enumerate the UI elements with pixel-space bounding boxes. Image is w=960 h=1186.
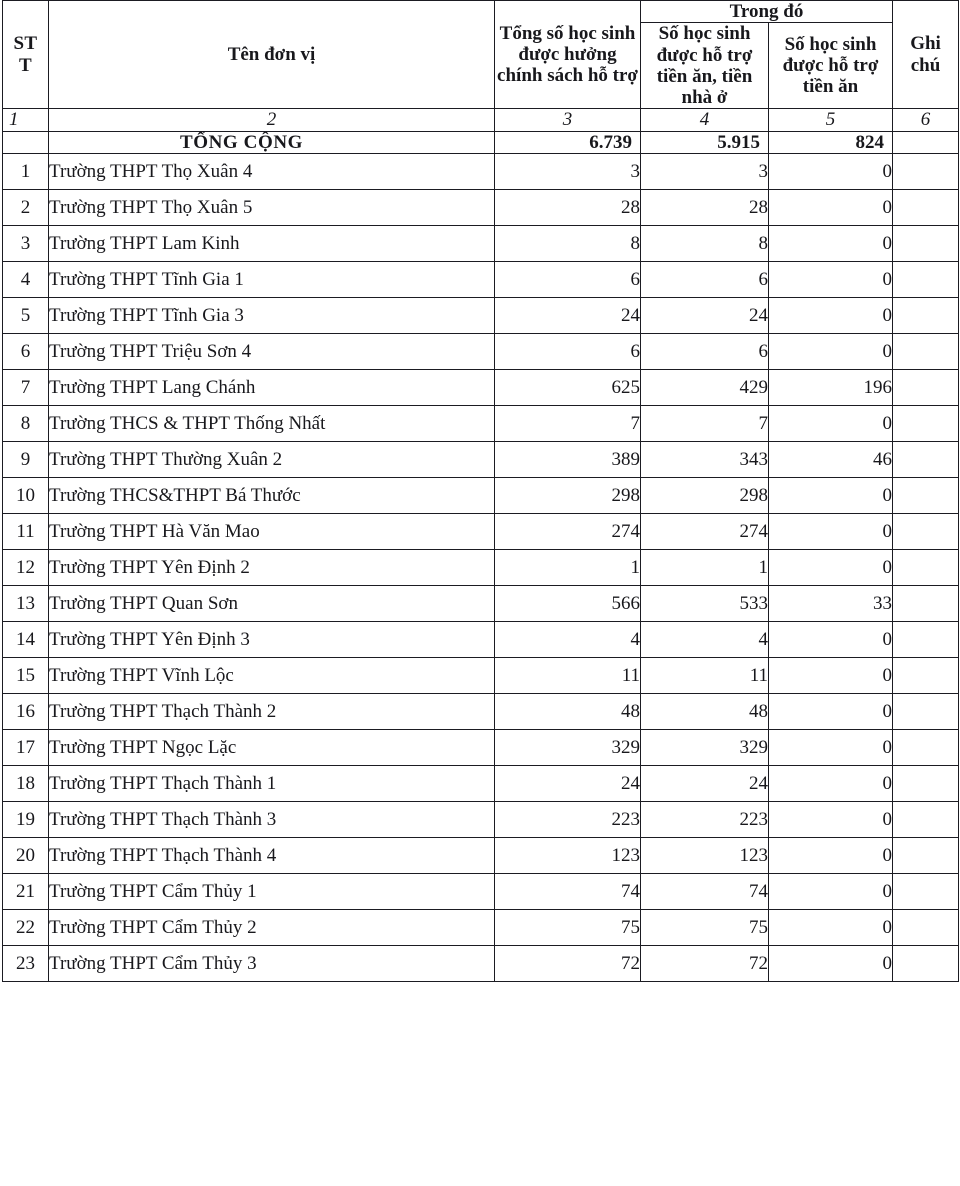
row-sub-a: 533	[641, 585, 769, 621]
row-stt: 2	[3, 189, 49, 225]
header-note-line2: chú	[910, 54, 941, 76]
row-name: Trường THPT Tĩnh Gia 3	[49, 297, 495, 333]
row-name: Trường THCS&THPT Bá Thước	[49, 477, 495, 513]
row-sub-a: 74	[641, 873, 769, 909]
colnum-3: 3	[495, 109, 641, 131]
row-name: Trường THPT Thạch Thành 1	[49, 765, 495, 801]
row-total: 75	[495, 909, 641, 945]
row-stt: 8	[3, 405, 49, 441]
row-total: 72	[495, 945, 641, 981]
table-row	[3, 621, 959, 657]
row-sub-b: 0	[769, 729, 893, 765]
row-total: 223	[495, 801, 641, 837]
row-total: 74	[495, 873, 641, 909]
row-total: 8	[495, 225, 641, 261]
header-note-line1: Ghi	[910, 33, 941, 55]
row-name: Trường THPT Vĩnh Lộc	[49, 657, 495, 693]
row-stt: 15	[3, 657, 49, 693]
header-row-top	[3, 1, 959, 23]
table-row	[3, 945, 959, 981]
support-students-table	[2, 0, 959, 982]
row-name: Trường THPT Lam Kinh	[49, 225, 495, 261]
row-note	[893, 693, 959, 729]
header-stt-line2: T	[18, 54, 33, 76]
row-sub-b: 0	[769, 333, 893, 369]
row-note	[893, 909, 959, 945]
row-note	[893, 333, 959, 369]
table-row	[3, 441, 959, 477]
row-name: Trường THPT Triệu Sơn 4	[49, 333, 495, 369]
row-sub-a: 329	[641, 729, 769, 765]
row-stt: 16	[3, 693, 49, 729]
table-row	[3, 333, 959, 369]
row-sub-b: 0	[769, 873, 893, 909]
row-note	[893, 549, 959, 585]
row-stt: 22	[3, 909, 49, 945]
table-row	[3, 153, 959, 189]
row-name: Trường THPT Ngọc Lặc	[49, 729, 495, 765]
row-sub-b: 0	[769, 405, 893, 441]
row-note	[893, 621, 959, 657]
total-row-stt	[3, 131, 49, 153]
table-row	[3, 225, 959, 261]
header-group-of-which: Trong đó	[641, 1, 893, 23]
row-stt: 20	[3, 837, 49, 873]
row-sub-b: 0	[769, 621, 893, 657]
row-note	[893, 369, 959, 405]
row-name: Trường THCS & THPT Thống Nhất	[49, 405, 495, 441]
row-total: 566	[495, 585, 641, 621]
row-stt: 23	[3, 945, 49, 981]
row-total: 3	[495, 153, 641, 189]
row-total: 7	[495, 405, 641, 441]
row-name: Trường THPT Thạch Thành 4	[49, 837, 495, 873]
row-note	[893, 765, 959, 801]
row-stt: 9	[3, 441, 49, 477]
row-sub-a: 1	[641, 549, 769, 585]
header-note	[893, 1, 959, 109]
row-name: Trường THPT Thọ Xuân 5	[49, 189, 495, 225]
row-note	[893, 477, 959, 513]
row-stt: 10	[3, 477, 49, 513]
row-sub-a: 72	[641, 945, 769, 981]
table-row	[3, 729, 959, 765]
header-sub-meal-housing: Số học sinh được hỗ trợ tiền ăn, tiền nhà ở	[641, 23, 769, 109]
row-note	[893, 405, 959, 441]
row-note	[893, 297, 959, 333]
table-row	[3, 549, 959, 585]
row-sub-b: 0	[769, 477, 893, 513]
row-total: 11	[495, 657, 641, 693]
table-row	[3, 261, 959, 297]
row-stt: 14	[3, 621, 49, 657]
colnum-6: 6	[893, 109, 959, 131]
row-stt: 5	[3, 297, 49, 333]
colnum-1: 1	[3, 109, 49, 131]
row-sub-a: 7	[641, 405, 769, 441]
header-total-students: Tổng số học sinh được hưởng chính sách hỗ trợ	[495, 1, 641, 109]
row-total: 298	[495, 477, 641, 513]
row-sub-b: 0	[769, 297, 893, 333]
row-sub-a: 6	[641, 261, 769, 297]
row-total: 6	[495, 333, 641, 369]
row-sub-b: 0	[769, 513, 893, 549]
table-row	[3, 405, 959, 441]
row-name: Trường THPT Thường Xuân 2	[49, 441, 495, 477]
row-name: Trường THPT Yên Định 3	[49, 621, 495, 657]
row-total: 1	[495, 549, 641, 585]
row-name: Trường THPT Thạch Thành 2	[49, 693, 495, 729]
table-row	[3, 585, 959, 621]
table-row	[3, 765, 959, 801]
row-sub-b: 0	[769, 657, 893, 693]
row-sub-b: 196	[769, 369, 893, 405]
row-name: Trường THPT Quan Sơn	[49, 585, 495, 621]
row-total: 6	[495, 261, 641, 297]
row-total: 24	[495, 297, 641, 333]
table-row	[3, 657, 959, 693]
row-stt: 1	[3, 153, 49, 189]
row-note	[893, 657, 959, 693]
row-name: Trường THPT Cẩm Thủy 3	[49, 945, 495, 981]
row-note	[893, 729, 959, 765]
row-total: 389	[495, 441, 641, 477]
row-sub-b: 0	[769, 261, 893, 297]
row-sub-a: 24	[641, 765, 769, 801]
row-name: Trường THPT Thạch Thành 3	[49, 801, 495, 837]
colnum-5: 5	[769, 109, 893, 131]
row-stt: 4	[3, 261, 49, 297]
table-row	[3, 369, 959, 405]
row-note	[893, 153, 959, 189]
row-name: Trường THPT Hà Văn Mao	[49, 513, 495, 549]
row-note	[893, 261, 959, 297]
colnum-2: 2	[49, 109, 495, 131]
row-name: Trường THPT Cẩm Thủy 1	[49, 873, 495, 909]
table-row	[3, 189, 959, 225]
row-sub-a: 3	[641, 153, 769, 189]
header-unit-name: Tên đơn vị	[49, 1, 495, 109]
row-sub-b: 0	[769, 549, 893, 585]
row-note	[893, 585, 959, 621]
row-sub-b: 0	[769, 801, 893, 837]
row-sub-b: 0	[769, 765, 893, 801]
table-header	[3, 1, 959, 132]
row-note	[893, 873, 959, 909]
table-body	[3, 131, 959, 981]
row-total: 274	[495, 513, 641, 549]
row-total: 24	[495, 765, 641, 801]
table-row	[3, 477, 959, 513]
table-row	[3, 909, 959, 945]
row-note	[893, 945, 959, 981]
row-name: Trường THPT Thọ Xuân 4	[49, 153, 495, 189]
total-row-total: 6.739	[495, 131, 641, 153]
table-row	[3, 801, 959, 837]
row-sub-b: 46	[769, 441, 893, 477]
row-sub-a: 8	[641, 225, 769, 261]
header-stt	[3, 1, 49, 109]
row-stt: 17	[3, 729, 49, 765]
row-stt: 11	[3, 513, 49, 549]
row-sub-a: 28	[641, 189, 769, 225]
row-sub-a: 11	[641, 657, 769, 693]
total-row-note	[893, 131, 959, 153]
row-sub-b: 33	[769, 585, 893, 621]
total-row-label: TỔNG CỘNG	[49, 131, 495, 153]
row-total: 123	[495, 837, 641, 873]
header-stt-line1: ST	[13, 33, 38, 55]
row-total: 48	[495, 693, 641, 729]
row-sub-a: 6	[641, 333, 769, 369]
row-total: 625	[495, 369, 641, 405]
row-note	[893, 801, 959, 837]
row-name: Trường THPT Yên Định 2	[49, 549, 495, 585]
row-stt: 21	[3, 873, 49, 909]
row-sub-a: 123	[641, 837, 769, 873]
row-stt: 18	[3, 765, 49, 801]
row-name: Trường THPT Lang Chánh	[49, 369, 495, 405]
row-total: 28	[495, 189, 641, 225]
row-note	[893, 837, 959, 873]
row-sub-b: 0	[769, 153, 893, 189]
row-sub-a: 4	[641, 621, 769, 657]
row-sub-b: 0	[769, 693, 893, 729]
row-sub-a: 223	[641, 801, 769, 837]
table-row	[3, 873, 959, 909]
row-stt: 13	[3, 585, 49, 621]
total-row-sub-a: 5.915	[641, 131, 769, 153]
row-sub-b: 0	[769, 945, 893, 981]
header-sub-meal: Số học sinh được hỗ trợ tiền ăn	[769, 23, 893, 109]
table-row	[3, 513, 959, 549]
row-stt: 7	[3, 369, 49, 405]
row-stt: 6	[3, 333, 49, 369]
row-stt: 19	[3, 801, 49, 837]
row-note	[893, 441, 959, 477]
row-total: 329	[495, 729, 641, 765]
table-row	[3, 693, 959, 729]
row-sub-a: 298	[641, 477, 769, 513]
row-note	[893, 189, 959, 225]
row-sub-b: 0	[769, 909, 893, 945]
row-stt: 3	[3, 225, 49, 261]
row-sub-b: 0	[769, 225, 893, 261]
row-sub-a: 429	[641, 369, 769, 405]
row-sub-b: 0	[769, 837, 893, 873]
row-sub-a: 274	[641, 513, 769, 549]
row-name: Trường THPT Cẩm Thủy 2	[49, 909, 495, 945]
column-number-row	[3, 109, 959, 131]
row-sub-a: 48	[641, 693, 769, 729]
table-row	[3, 837, 959, 873]
table-row	[3, 297, 959, 333]
total-row	[3, 131, 959, 153]
colnum-4: 4	[641, 109, 769, 131]
row-sub-a: 24	[641, 297, 769, 333]
row-note	[893, 513, 959, 549]
row-note	[893, 225, 959, 261]
row-stt: 12	[3, 549, 49, 585]
row-sub-a: 343	[641, 441, 769, 477]
row-total: 4	[495, 621, 641, 657]
row-name: Trường THPT Tĩnh Gia 1	[49, 261, 495, 297]
row-sub-a: 75	[641, 909, 769, 945]
row-sub-b: 0	[769, 189, 893, 225]
total-row-sub-b: 824	[769, 131, 893, 153]
